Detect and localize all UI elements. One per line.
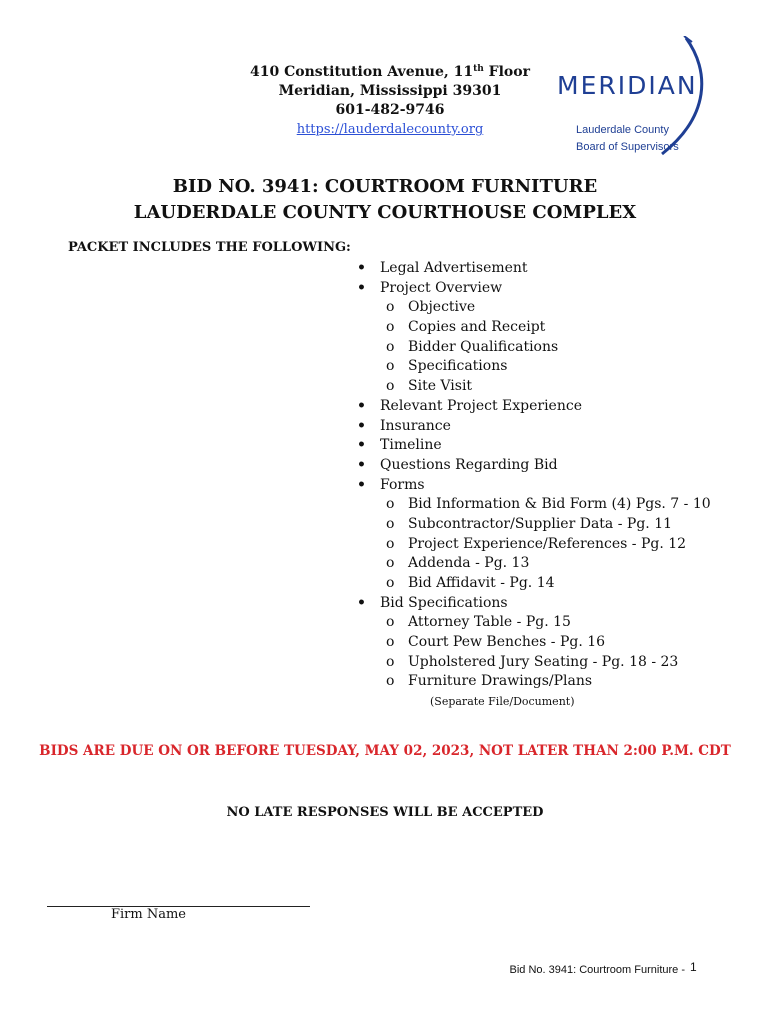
address-block — [200, 63, 580, 139]
address-line-1: 410 Constitution Avenue, 11th Floor — [250, 64, 530, 80]
list-subitem: o Furniture Drawings/Plans — [357, 672, 711, 692]
list-item: • Insurance — [357, 417, 711, 437]
document-title-line-2: LAUDERDALE COUNTY COURTHOUSE COMPLEX — [133, 202, 637, 223]
page-number: 1 — [690, 960, 697, 974]
logo-line-1: Lauderdale County — [576, 124, 669, 136]
list-item: • Timeline — [357, 436, 711, 456]
list-subitem: o Copies and Receipt — [357, 318, 711, 338]
list-subitem: o Site Visit — [357, 377, 711, 397]
list-item: • Relevant Project Experience — [357, 397, 711, 417]
list-note: (Separate File/Document) — [430, 695, 575, 709]
phone-number: 601-482-9746 — [335, 102, 445, 118]
list-subitem: o Court Pew Benches - Pg. 16 — [357, 633, 711, 653]
list-subitem: o Objective — [357, 298, 711, 318]
list-subitem: o Bidder Qualifications — [357, 338, 711, 358]
packet-heading: PACKET INCLUDES THE FOLLOWING: — [68, 240, 351, 255]
list-subitem: o Bid Affidavit - Pg. 14 — [357, 574, 711, 594]
list-subitem: o Subcontractor/Supplier Data - Pg. 11 — [357, 515, 711, 535]
meridian-logo — [552, 36, 712, 158]
list-item: • Questions Regarding Bid — [357, 456, 711, 476]
firm-name-label: Firm Name — [111, 907, 186, 922]
list-subitem: o Specifications — [357, 357, 711, 377]
late-responses-notice: NO LATE RESPONSES WILL BE ACCEPTED — [226, 805, 544, 820]
list-subitem: o Upholstered Jury Seating - Pg. 18 - 23 — [357, 653, 711, 673]
website-link[interactable]: https://lauderdalecounty.org — [296, 122, 484, 137]
list-subitem: o Attorney Table - Pg. 15 — [357, 613, 711, 633]
list-subitem: o Bid Information & Bid Form (4) Pgs. 7 - 10 — [357, 495, 711, 515]
list-item: • Bid Specifications — [357, 594, 711, 614]
address-line-2: Meridian, Mississippi 39301 — [278, 83, 502, 99]
list-item: • Project Overview — [357, 279, 711, 299]
logo-name: MERIDIAN — [557, 71, 698, 100]
due-date-notice: BIDS ARE DUE ON OR BEFORE TUESDAY, MAY 02, 2023, NOT LATER THAN 2:00 P.M. CDT — [39, 743, 731, 759]
list-item: • Forms — [357, 476, 711, 496]
list-item: • Legal Advertisement — [357, 259, 711, 279]
footer-text: Bid No. 3941: Courtroom Furniture - — [509, 964, 685, 976]
logo-line-2: Board of Supervisors — [576, 141, 679, 153]
packet-contents-list — [357, 259, 711, 712]
document-title-line-1: BID NO. 3941: COURTROOM FURNITURE — [172, 176, 598, 197]
list-subitem: o Project Experience/References - Pg. 12 — [357, 535, 711, 555]
list-subitem: o Addenda - Pg. 13 — [357, 554, 711, 574]
